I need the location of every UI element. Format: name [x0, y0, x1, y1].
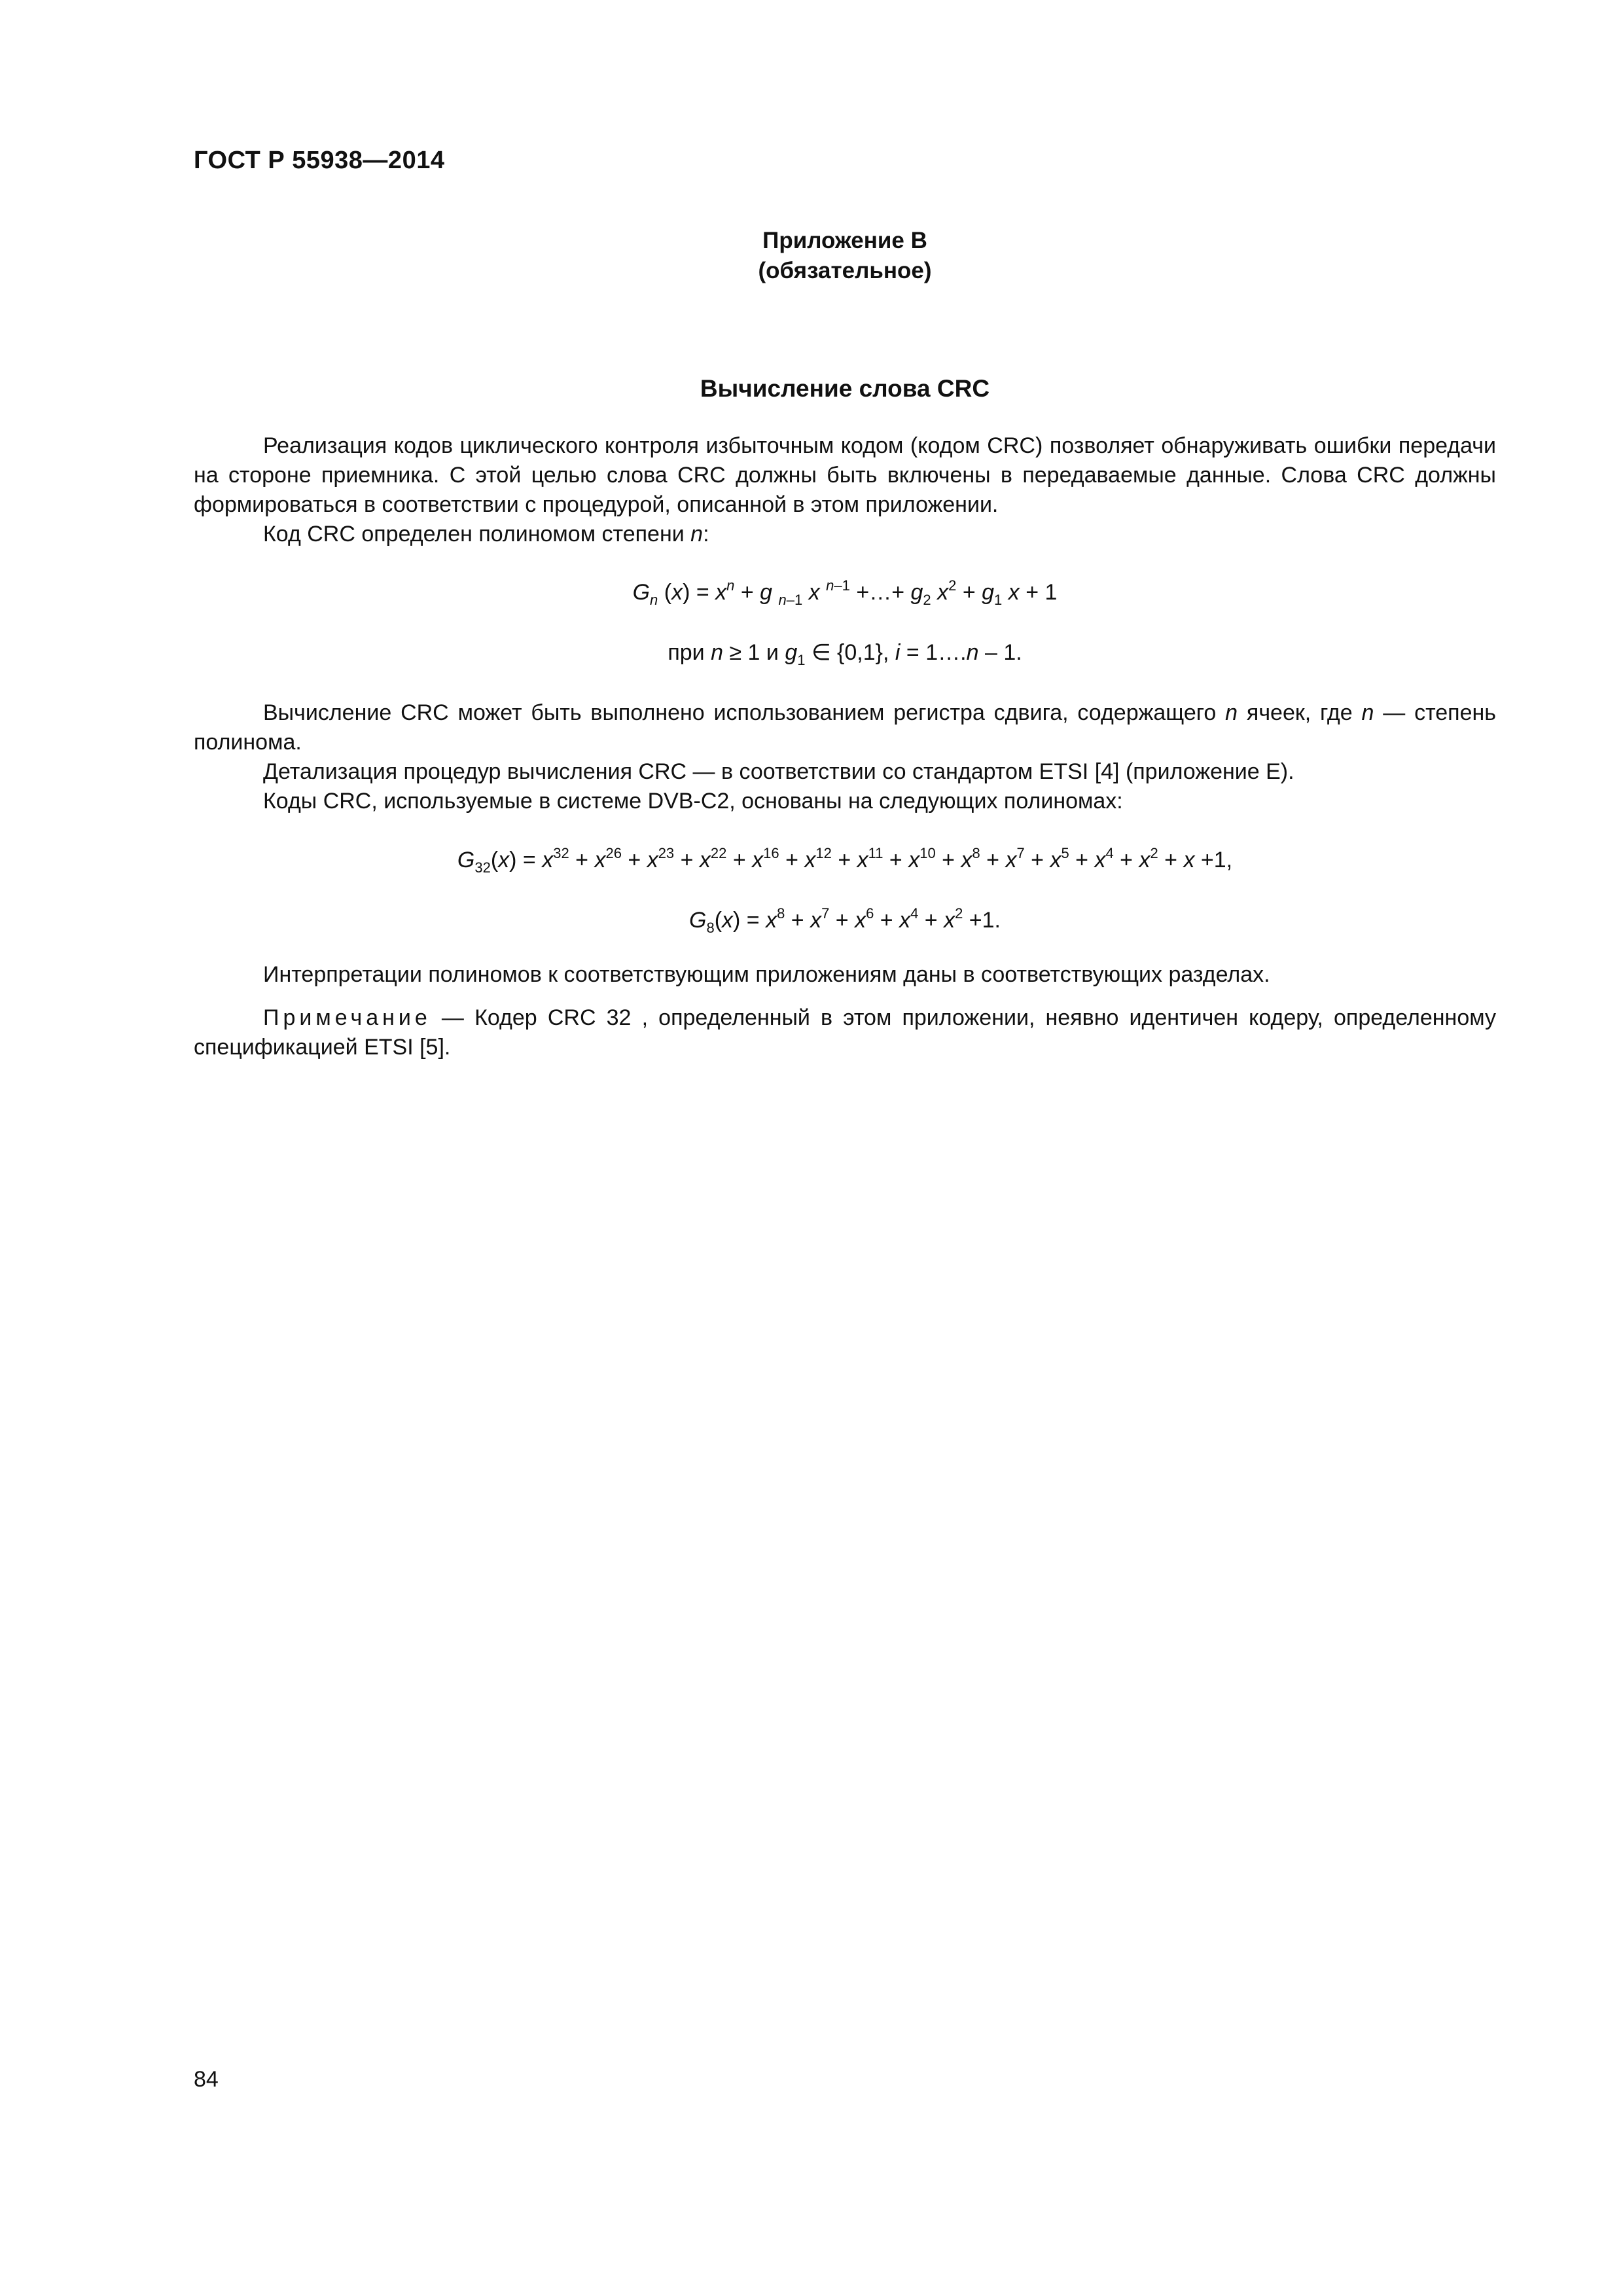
formula-gn: $G_n$ $(x) = x^n + g$ $_{n-1}$ x $^{n-1}$ +…+ $g_2$ $x^2 + g_1$ x + 1	[632, 577, 1058, 608]
paragraph-text: — степень полинома.	[194, 700, 1496, 755]
paragraph-polynomial-degree	[194, 520, 1496, 549]
formula-g8: $G_8(x) = x^8 + x^7 + x^6 + x^4 + x^2 +1$.	[688, 905, 1001, 936]
variable-n: n	[1225, 700, 1238, 725]
variable-n: n	[1361, 700, 1374, 725]
paragraph-dvb-c2-codes: Коды CRC, используемые в системе DVB-C2, основаны на следующих полиномах:	[263, 789, 1123, 814]
paragraph-text: :	[703, 522, 709, 547]
appendix-heading	[194, 226, 1496, 286]
paragraph-etsi-reference: Детализация процедур вычисления CRC — в соответствии со стандартом ETSI [4] (приложение Е).	[263, 759, 1294, 784]
section-title: Вычисление слова CRC	[700, 375, 990, 402]
note-block	[194, 1003, 1496, 1062]
note-text: — Кодер CRC 32 , определенный в этом приложении, неявно идентичен кодеру, определенному спецификацией ETSI [5].	[194, 1005, 1496, 1060]
variable-n: n	[690, 522, 704, 547]
formula-g32: $G_{32}(x) = x^{32} + x^{26} + x^{23} + x^{22} + x^{16} + x^{12} + x^{11} + x^{10} + x^8 + x^7 + x^5 + x^4 + x^2 + x +1$,	[457, 845, 1233, 876]
note-paragraph	[194, 1003, 1496, 1062]
interpretation-block	[194, 960, 1496, 990]
paragraph-text: Код CRC определен полиномом степени	[263, 522, 691, 547]
document-header: ГОСТ Р 55938—2014	[194, 147, 445, 174]
paragraph-interpretation: Интерпретации полиномов к соответствующим приложениям даны в соответствующих разделах.	[263, 962, 1270, 987]
crc-details-block	[194, 698, 1496, 816]
paragraph-text: ячеек, где	[1238, 700, 1362, 725]
paragraph-shift-register	[194, 698, 1496, 757]
appendix-status: (обязательное)	[758, 258, 932, 283]
page-number: 84	[194, 2067, 219, 2092]
appendix-label: Приложение В	[762, 228, 927, 253]
paragraph-text: Вычисление CRC может быть выполнено использованием регистра сдвига, содержащего	[263, 700, 1226, 725]
paragraph-crc-purpose: Реализация кодов циклического контроля избыточным кодом (кодом CRC) позволяет обнаруживать ошибки передачи на стороне приемника. С этой целью слова CRC должны быть включены в передаваемые данные. Слова CRC должны формироваться в соответствии с процедурой, описанной в этом приложении.	[194, 433, 1496, 517]
formula-condition: при n ≥ 1 и $g_1$ ∈ {0,1}, i = 1….n – 1.	[668, 640, 1022, 668]
intro-block	[194, 431, 1496, 549]
note-label: Примечание	[263, 1005, 431, 1030]
